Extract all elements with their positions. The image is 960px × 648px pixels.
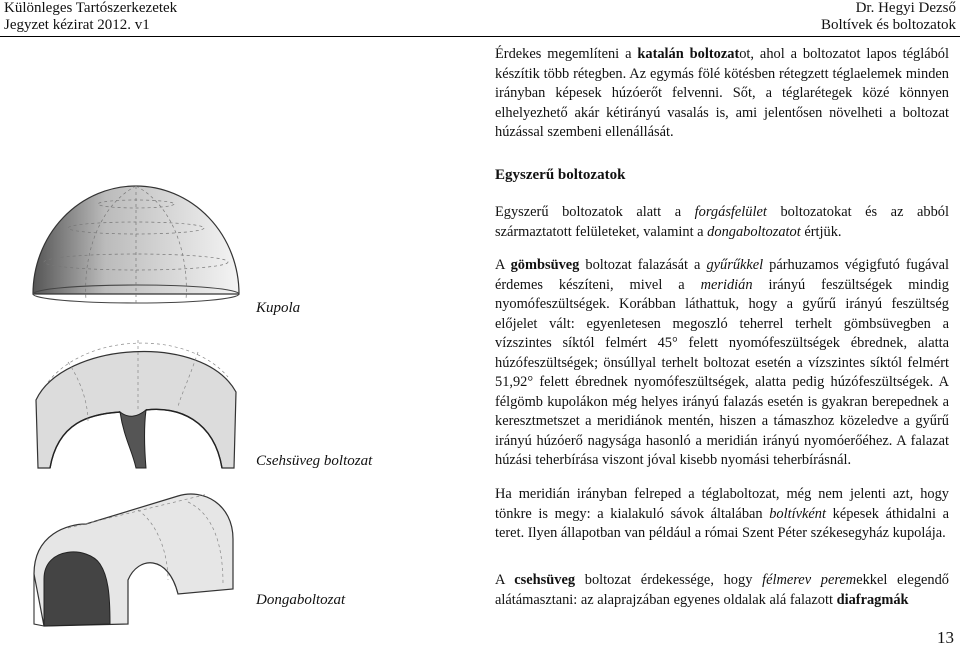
sail-vault-pier xyxy=(120,410,146,468)
text-run: ekkel elegendő alátámasztani: az alaprajzában egyenes oldalak alá falazott xyxy=(495,572,949,608)
term-csehsuveg: csehsüveg xyxy=(514,572,576,588)
header-right xyxy=(821,0,956,34)
section-heading: Egyszerű boltozatok xyxy=(495,167,626,183)
chapter-title: Boltívek és boltozatok xyxy=(821,17,956,33)
text-run: A xyxy=(495,257,511,273)
document-version: Jegyzet kézirat 2012. v1 xyxy=(4,17,150,33)
text-run: Egyszerű boltozatok alatt a xyxy=(495,204,695,220)
barrel-vault-figure xyxy=(28,484,243,634)
dome-paragraph xyxy=(495,256,949,471)
text-run: A xyxy=(495,572,515,588)
text-run: boltozat falazását a xyxy=(579,257,707,273)
crack-paragraph xyxy=(495,485,949,544)
term-dongaboltozat: dongaboltozatot xyxy=(707,223,801,240)
sail-vault-figure xyxy=(28,322,243,472)
text-run: boltozatokat és az abból származtatott felületeket, valamint a xyxy=(495,204,949,240)
term-gyurukkel: gyűrűkkel xyxy=(706,257,764,273)
term-meridian: meridián xyxy=(700,276,753,293)
dome-label: Kupola xyxy=(256,300,301,316)
intro-paragraph xyxy=(495,45,949,143)
text-run: irányú feszültségek mindig nyomófeszültségek. Korábban láthattuk, hogy a gyűrű irányú feszültség előjelet vált: egyenletesen megoszló teherrel terhelt gömbsüvegben a vízszintes síktól felmért 45° felett nyomófeszültségek ébrednek, alatta húzófeszültségek; önsúllyal terhelt boltozat esetén a vízszintes síktól felmért 51,92° felett ébrednek nyomófeszültségek, alatta pedig húzófeszültségek. A félgömb kupolákon még helyes irányú falazás esetén is gyakran berepednek a keresztmetszet a meridiánok mentén, hiszen a támaszhoz közeledve a gyűrű irányú húzóerő nagysága hasonló a meridián irányú nyomóerőéhez. A falazat húzási teherbírása viszont jóval kisebb nyomási teherbírásnál. xyxy=(495,276,949,468)
dome-figure xyxy=(28,176,243,306)
text-run: ot, ahol a boltozatot lapos téglából készítik több rétegben. Az egymás fölé kötésben rétegzett téglaelemek minden irányban képesek húzóerőt felvenni. Sőt, a téglarétegek közé könnyen elhelyezhető akár kétirányú vasalás is, ami jelentősen növelheti a boltozat húzással szembeni ellenállását. xyxy=(495,46,949,140)
term-boltivkent: boltívként xyxy=(769,505,826,522)
header-left xyxy=(4,0,177,34)
term-felmerev-perem: félmerev perem xyxy=(762,572,857,588)
text-run: képesek áthidalni a teret. Ilyen állapotban van például a római Szent Péter székesegyház kupolája. xyxy=(495,505,949,541)
term-gombsuveg: gömbsüveg xyxy=(510,257,580,273)
text-run: párhuzamos végigfutó fugával érdemes készíteni, mivel a xyxy=(495,257,949,293)
author-name: Dr. Hegyi Dezső xyxy=(855,0,956,16)
course-title: Különleges Tartószerkezetek xyxy=(4,0,178,16)
sail-vault-label: Csehsüveg boltozat xyxy=(256,453,373,469)
term-katalan: katalán xyxy=(637,46,684,62)
sail-vault-paragraph xyxy=(495,571,949,610)
header-divider xyxy=(0,36,960,37)
text-run: értjük. xyxy=(800,223,842,240)
term-boltozat: boltozat xyxy=(689,46,740,62)
text-run: Érdekes megemlíteni a xyxy=(495,46,638,62)
text-run: Ha meridián irányban felreped a téglaboltozat, még nem jelenti azt, hogy tönkre is megy: a kialakuló sávok általában xyxy=(495,486,949,522)
barrel-vault-label: Dongaboltozat xyxy=(256,592,346,608)
term-forgasfelulet: forgásfelület xyxy=(694,204,767,220)
page-number: 13 xyxy=(937,628,954,647)
text-run: boltozat érdekessége, hogy xyxy=(575,572,763,588)
term-diafragmak: diafragmák xyxy=(836,591,909,608)
simple-vaults-paragraph xyxy=(495,203,949,242)
